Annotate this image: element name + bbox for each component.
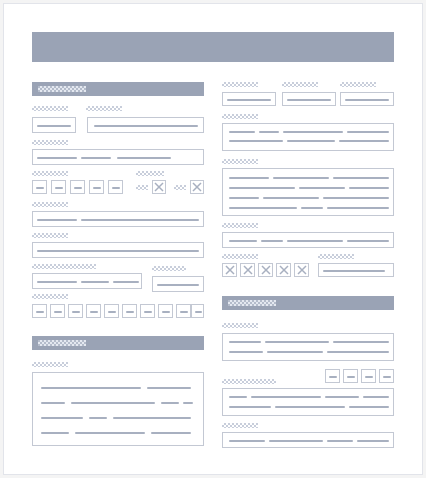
field-label [222, 159, 258, 164]
section-header [32, 336, 204, 350]
close-icon [192, 182, 202, 192]
checkbox-crossed[interactable] [152, 180, 166, 194]
option-label [136, 185, 148, 190]
text-field[interactable] [152, 276, 204, 292]
checkbox-crossed[interactable] [190, 180, 204, 194]
field-label [282, 82, 318, 87]
field-label [86, 106, 122, 111]
option-box[interactable] [176, 304, 191, 318]
option-box[interactable] [32, 180, 47, 194]
text-area[interactable] [222, 123, 394, 151]
option-box[interactable] [86, 304, 101, 318]
text-area[interactable] [222, 168, 394, 216]
text-field[interactable] [222, 432, 394, 448]
field-label [152, 266, 186, 271]
option-box[interactable] [50, 304, 65, 318]
close-icon [154, 182, 164, 192]
option-box[interactable] [343, 369, 358, 383]
text-area[interactable] [222, 388, 394, 416]
checkbox-crossed[interactable] [222, 263, 237, 277]
option-box[interactable] [68, 304, 83, 318]
header-banner [32, 32, 394, 62]
option-box[interactable] [191, 304, 204, 318]
field-label [32, 362, 68, 367]
field-label [222, 223, 258, 228]
text-area[interactable] [32, 372, 204, 446]
text-field[interactable] [32, 211, 204, 227]
option-box[interactable] [51, 180, 66, 194]
option-box[interactable] [122, 304, 137, 318]
close-icon [279, 265, 289, 275]
field-label [222, 82, 258, 87]
section-header [222, 296, 394, 310]
checkbox-crossed[interactable] [258, 263, 273, 277]
option-box[interactable] [32, 304, 47, 318]
field-label [32, 294, 68, 299]
field-label [318, 254, 354, 259]
option-box[interactable] [361, 369, 376, 383]
field-label [32, 202, 68, 207]
checkbox-crossed[interactable] [240, 263, 255, 277]
text-field[interactable] [222, 92, 276, 106]
option-box[interactable] [158, 304, 173, 318]
field-label [32, 233, 68, 238]
text-field[interactable] [340, 92, 394, 106]
field-label [222, 254, 258, 259]
field-label [32, 140, 68, 145]
field-label [136, 171, 164, 176]
field-label [222, 423, 258, 428]
field-label [32, 264, 96, 269]
close-icon [261, 265, 271, 275]
text-field[interactable] [282, 92, 336, 106]
close-icon [243, 265, 253, 275]
option-box[interactable] [70, 180, 85, 194]
text-field[interactable] [32, 242, 204, 258]
text-field[interactable] [32, 117, 76, 133]
text-field[interactable] [87, 117, 204, 133]
checkbox-crossed[interactable] [294, 263, 309, 277]
field-label [32, 171, 68, 176]
option-box[interactable] [140, 304, 155, 318]
text-field[interactable] [222, 232, 394, 248]
option-box[interactable] [89, 180, 104, 194]
field-label [32, 106, 68, 111]
text-area[interactable] [222, 333, 394, 361]
close-icon [297, 265, 307, 275]
section-header [32, 82, 204, 96]
text-field[interactable] [32, 149, 204, 165]
close-icon [225, 265, 235, 275]
option-box[interactable] [325, 369, 340, 383]
option-box[interactable] [379, 369, 394, 383]
field-label [222, 114, 258, 119]
text-field[interactable] [32, 273, 142, 289]
checkbox-crossed[interactable] [276, 263, 291, 277]
text-field[interactable] [318, 263, 394, 277]
option-box[interactable] [104, 304, 119, 318]
option-box[interactable] [108, 180, 123, 194]
field-label [340, 82, 376, 87]
form-page [3, 3, 423, 475]
option-label [174, 185, 186, 190]
field-label [222, 379, 276, 384]
field-label [222, 323, 258, 328]
